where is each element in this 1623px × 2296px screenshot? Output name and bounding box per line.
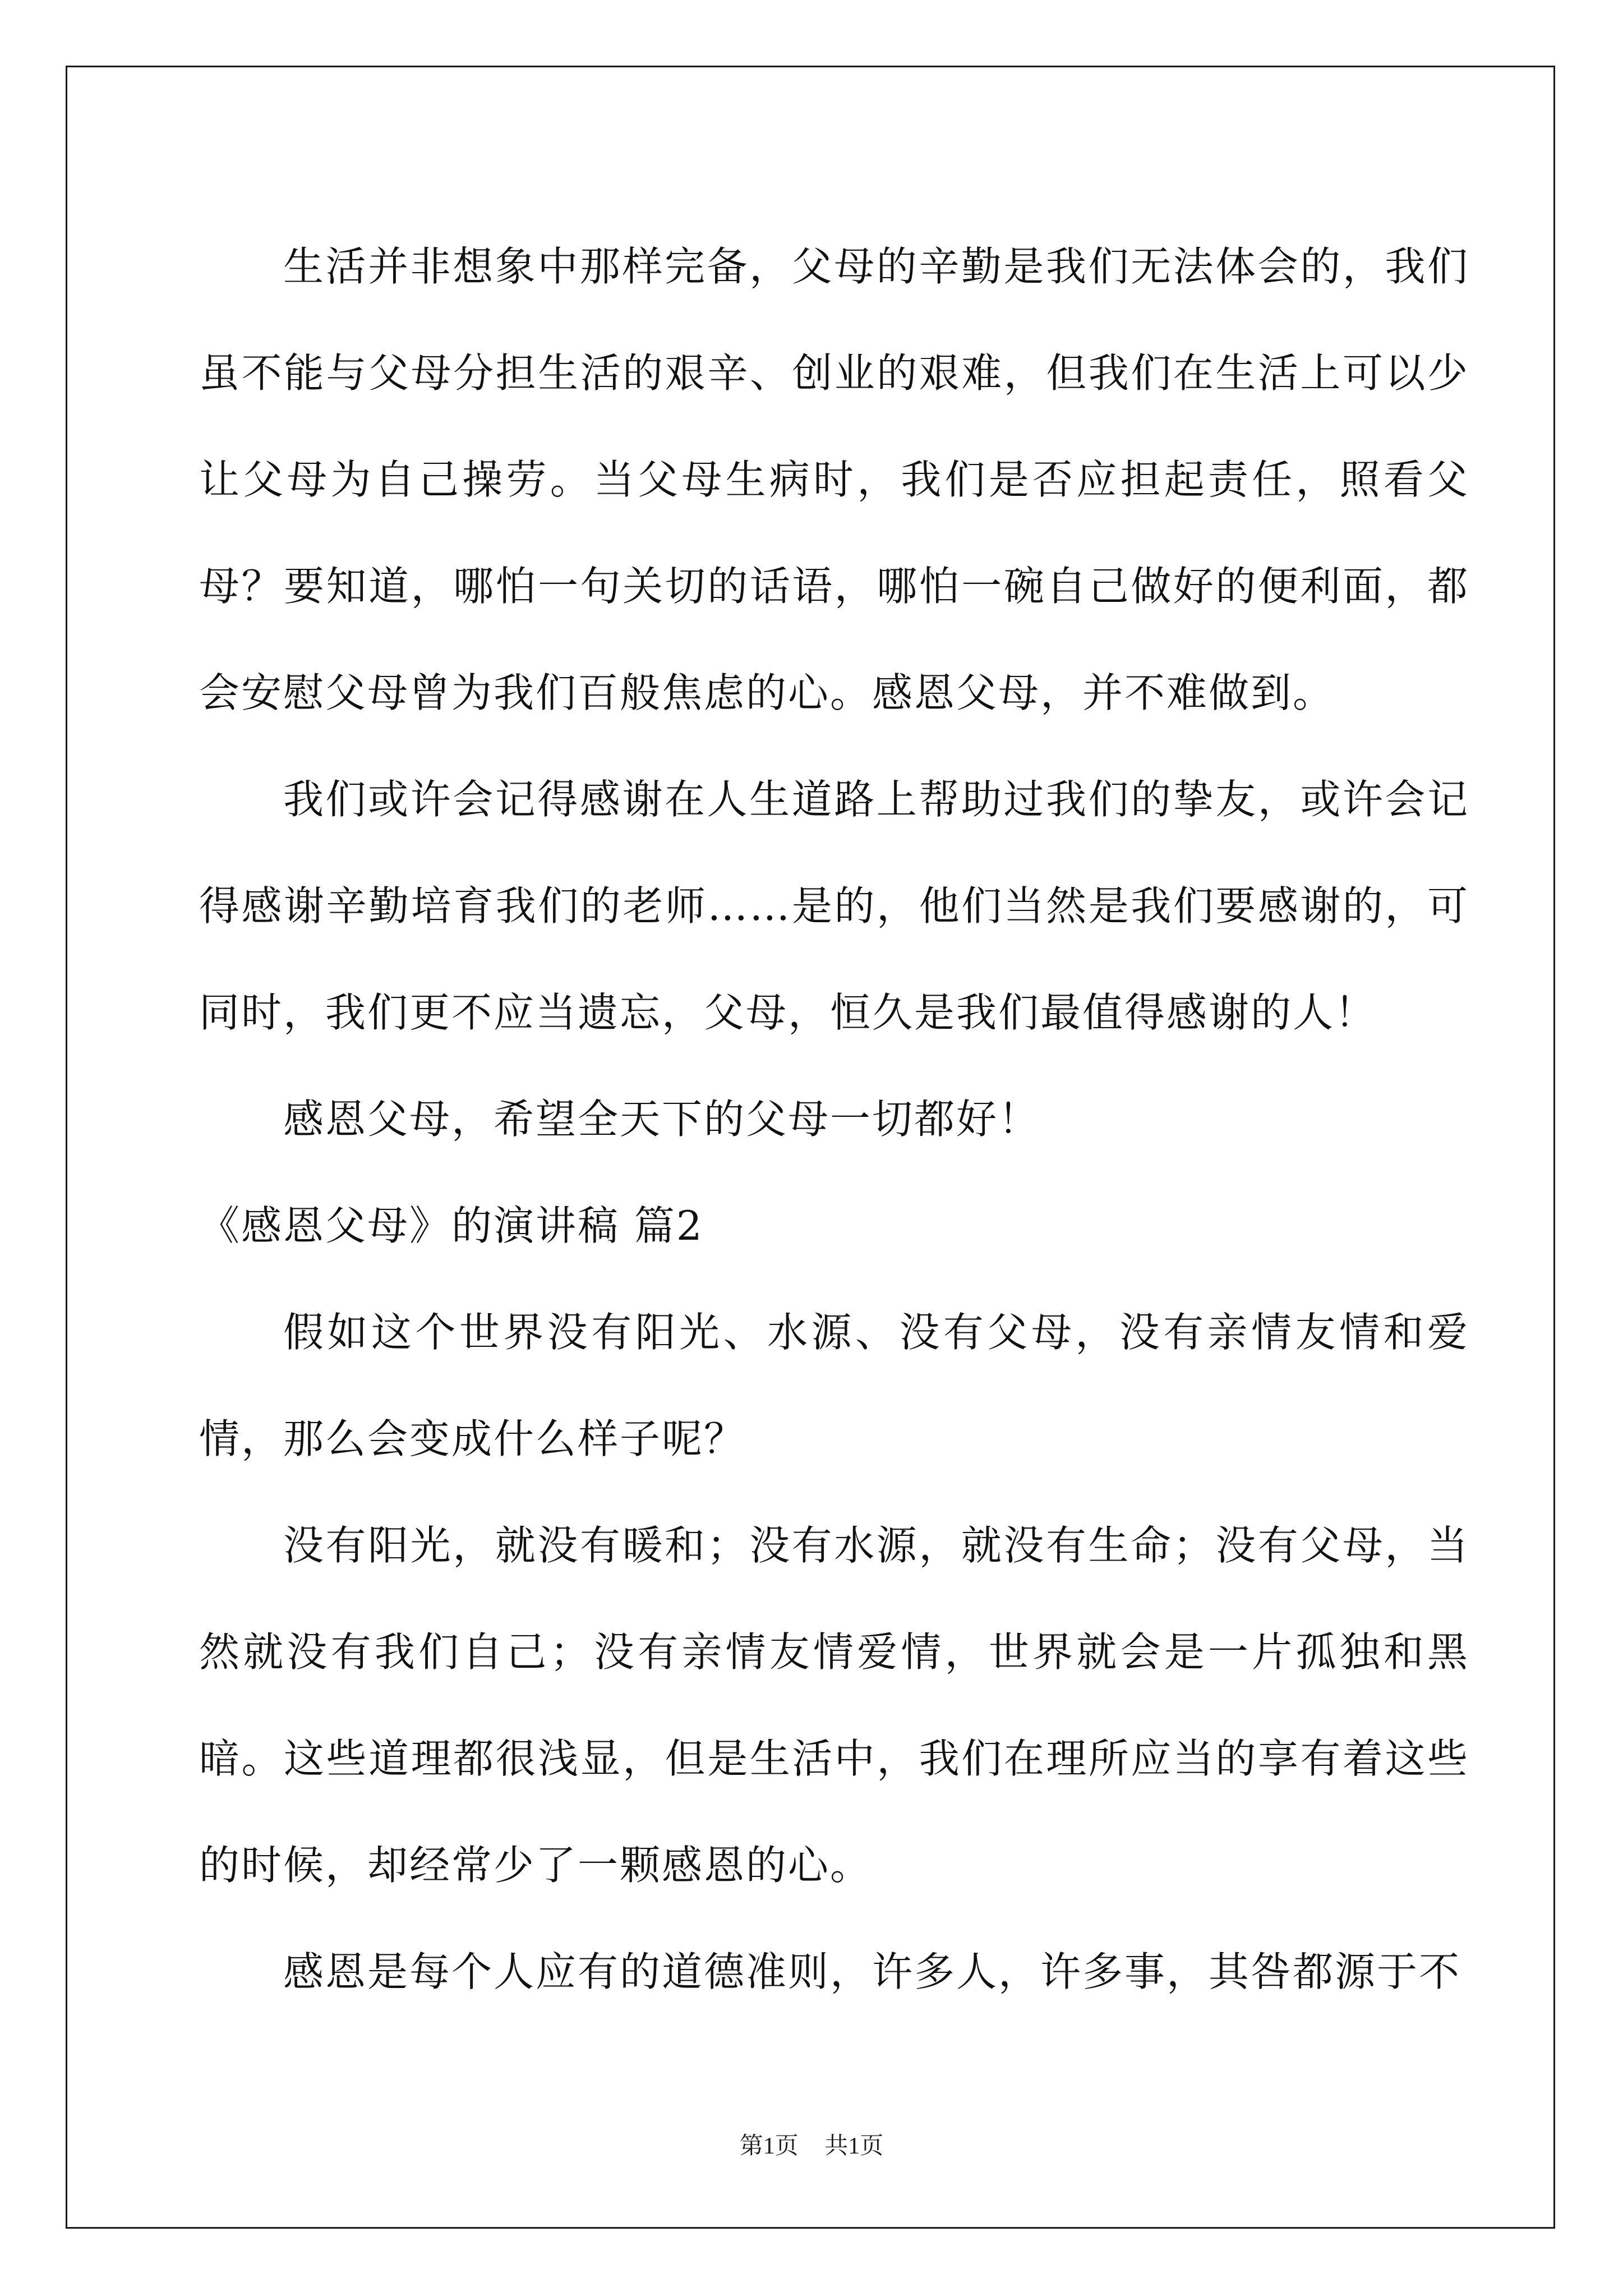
page-footer — [0, 2127, 1623, 2161]
paragraph: 感恩父母，希望全天下的父母一切都好！ — [283, 1096, 1041, 1143]
paragraph: 没有阳光，就没有暖和；没有水源，就没有生命；没有父母，当然就没有我们自己；没有亲情友情爱情，世界就会是一片孤独和黑暗。这些道理都很浅显，但是生活中，我们在理所应当的享有着这些的时候，却经常少了一颗感恩的心。 — [199, 1522, 1469, 1889]
page-total: 共1页 — [824, 2133, 884, 2159]
document-body — [199, 213, 1469, 2025]
page-number: 第1页 — [739, 2133, 799, 2159]
paragraph: 生活并非想象中那样完备，父母的辛勤是我们无法体会的，我们虽不能与父母分担生活的艰辛、创业的艰难，但我们在生活上可以少让父母为自己操劳。当父母生病时，我们是否应担起责任，照看父母？要知道，哪怕一句关切的话语，哪怕一碗自己做好的便利面，都会安慰父母曾为我们百般焦虑的心。感恩父母，并不难做到。 — [199, 243, 1469, 716]
paragraph: 感恩是每个人应有的道德准则，许多人，许多事，其咎都源于不 — [283, 1948, 1461, 1995]
paragraph: 我们或许会记得感谢在人生道路上帮助过我们的挚友，或许会记得感谢辛勤培育我们的老师……是的，他们当然是我们要感谢的，可同时，我们更不应当遗忘，父母，恒久是我们最值得感谢的人！ — [199, 776, 1469, 1036]
section-heading: 《感恩父母》的演讲稿 篇2 — [199, 1202, 704, 1249]
paragraph: 假如这个世界没有阳光、水源、没有父母，没有亲情友情和爱情，那么会变成什么样子呢？ — [199, 1309, 1469, 1462]
